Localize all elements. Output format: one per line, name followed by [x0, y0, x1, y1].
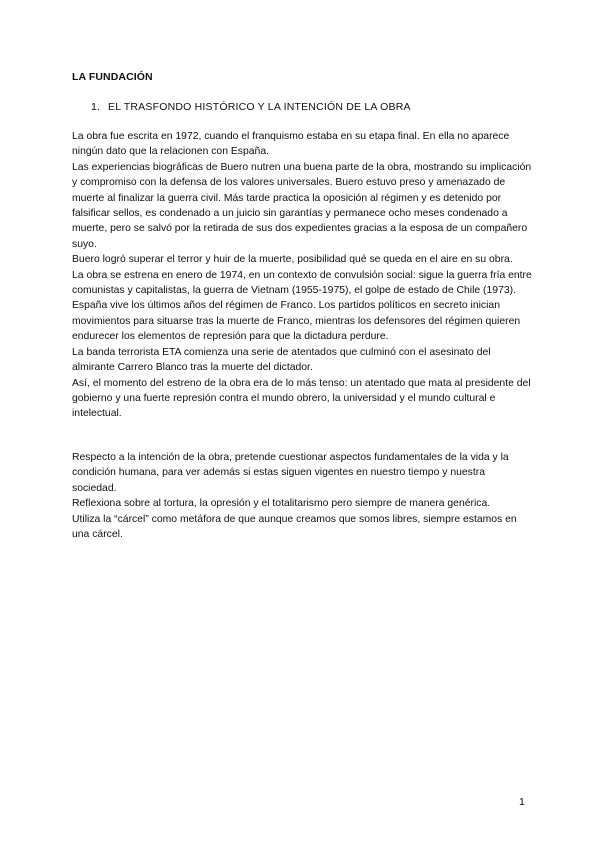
paragraph: Utiliza la “cárcel” como metáfora de que aunque creamos que somos libres, siempre estamos en una cárcel. — [72, 513, 517, 541]
paragraph: Respecto a la intención de la obra, pretende cuestionar aspectos fundamentales de la vida y la condición humana, para ver además si estas siguen vigentes en nuestro tiempo y nuestra sociedad. — [72, 452, 509, 494]
section-heading — [91, 101, 411, 113]
historical-context-block — [72, 129, 532, 422]
paragraph: España vive los últimos años del régimen de Franco. Los partidos políticos en secreto inician movimientos para situarse tras la muerte de Franco, mientras los defensores del régimen quieren endurecer los elementos de represión para que la dictadura perdure. — [72, 300, 521, 343]
document-title: LA FUNDACIÓN — [72, 71, 153, 83]
page-number: 1 — [519, 796, 525, 808]
paragraph: La banda terrorista ETA comienza una serie de atentados que culminó con el asesinato del almirante Carrero Blanco tras la muerte del dictador. — [72, 346, 491, 374]
section-heading-text: EL TRASFONDO HISTÓRICO Y LA INTENCIÓN DE LA OBRA — [108, 101, 411, 113]
paragraph: Las experiencias biográficas de Buero nutren una buena parte de la obra, mostrando su implicación y compromiso con la defensa de los valores universales. Buero estuvo preso y amenazado de muerte al finalizar la guerra civil. Más tarde practica la oposición al régimen y es detenido por falsificar sellos, es condenado a un juicio sin garantías y permanece ocho meses condenado a muerte, pero se salvó por la retirada de sus dos expedientes gracias a la esposa de un compañero suyo. — [72, 161, 532, 250]
paragraph: La obra fue escrita en 1972, cuando el franquismo estaba en su etapa final. En ella no aparece ningún dato que la relacionen con España. — [72, 131, 510, 158]
section-number: 1. — [91, 101, 101, 113]
work-intention-block — [72, 450, 532, 542]
paragraph: Buero logró superar el terror y huir de la muerte, posibilidad qué se queda en el aire en su obra. — [72, 254, 513, 266]
paragraph: Reflexiona sobre al tortura, la opresión y el totalitarismo pero siempre de manera genérica. — [72, 498, 491, 510]
paragraph: Así, el momento del estreno de la obra era de lo más tenso: un atentado que mata al presidente del gobierno y una fuerte represión contra el mundo obrero, la universidad y el mundo cultural e intelectual. — [72, 377, 531, 420]
paragraph: La obra se estrena en enero de 1974, en un contexto de convulsión social: sigue la guerra fría entre comunistas y capitalistas, la guerra de Vietnam (1955-1975), el golpe de estado de Chile (1973). — [72, 269, 532, 297]
